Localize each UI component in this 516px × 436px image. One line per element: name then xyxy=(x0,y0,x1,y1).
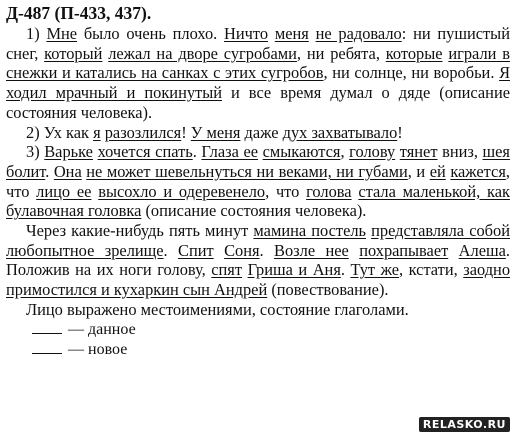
new-word: разозлился xyxy=(104,122,182,142)
text: : ни пушистый снег, xyxy=(6,24,510,63)
exercise-title: Д-487 (П-433, 437). xyxy=(6,3,152,23)
new-word: кажется xyxy=(450,161,506,181)
given-word: У меня xyxy=(190,122,241,142)
site-watermark: RELASKO.RU xyxy=(419,417,510,432)
text: , что xyxy=(265,181,307,201)
text: , и xyxy=(407,161,430,181)
new-word: заодно примостился и кухаркин сын Андрей xyxy=(6,260,511,300)
paragraph-1 xyxy=(6,24,510,123)
text: . xyxy=(259,240,275,260)
text: 3) xyxy=(26,142,45,162)
given-word: Тут же xyxy=(350,260,399,280)
conclusion: Лицо выражено местоимениями, состояние глаголами. xyxy=(26,299,409,319)
given-word: Глаза ее xyxy=(201,142,259,162)
legend-new xyxy=(32,340,510,360)
text: , ни солнце, ни воробьи. xyxy=(323,63,500,83)
exercise xyxy=(6,2,510,360)
paragraph-2 xyxy=(6,123,510,143)
text: . xyxy=(192,142,202,162)
legend xyxy=(32,320,510,360)
new-word: тянет xyxy=(399,142,438,162)
given-word: который xyxy=(44,43,103,63)
new-word: ходил мрачный и покинутый xyxy=(6,83,222,103)
new-word: болит xyxy=(6,161,46,181)
new-word: Спит xyxy=(178,240,214,260)
given-word: мамина постель xyxy=(253,221,366,241)
paragraph-4 xyxy=(6,221,510,300)
new-word: играли в снежки и катались на санках с этих сугробов xyxy=(6,43,510,83)
text: было очень плохо. xyxy=(77,24,225,43)
text xyxy=(268,24,275,43)
text: 1) xyxy=(26,24,47,43)
given-word: шея xyxy=(482,142,510,162)
given-word: Возле нее xyxy=(274,240,349,260)
new-word: лежал на дворе сугробами xyxy=(108,43,297,63)
given-word: Мне xyxy=(46,24,78,43)
given-line xyxy=(32,320,62,334)
new-word: не может шевельнуться ни веками, ни губами xyxy=(86,161,408,181)
text xyxy=(309,24,316,43)
text: . Положив на их ноги голову, xyxy=(6,240,510,280)
legend-given xyxy=(32,320,510,340)
given-word: которые xyxy=(385,43,443,63)
text: Через какие-нибудь пять минут xyxy=(26,221,254,241)
new-word: представляла собой любопытное зрелище xyxy=(6,221,510,260)
text: даже xyxy=(240,122,283,142)
new-word: смыкаются xyxy=(262,142,341,162)
text xyxy=(349,241,359,260)
text: ! xyxy=(397,122,403,142)
text: , кстати, xyxy=(398,260,464,280)
text: и все время думал о дяде (описание состояния человека). xyxy=(6,83,510,122)
new-word: дух захватывало xyxy=(282,122,398,142)
given-word: голову xyxy=(349,142,396,162)
new-word: высохло и одеревенело xyxy=(98,181,266,201)
given-word: Алеша xyxy=(458,240,506,260)
text: (повествование). xyxy=(267,280,389,300)
text xyxy=(448,241,458,260)
given-word: меня xyxy=(274,24,309,43)
given-word: Гриша и Аня xyxy=(247,260,341,280)
new-word: спят xyxy=(211,260,243,280)
text: вниз, xyxy=(437,142,483,162)
paragraph-3 xyxy=(6,142,510,221)
given-word: Ничто xyxy=(224,24,269,43)
text xyxy=(214,241,224,260)
text: , xyxy=(340,142,350,162)
new-word: стала маленькой, как булавочная головка xyxy=(6,181,510,221)
new-word: похрапывает xyxy=(359,240,449,260)
new-line xyxy=(32,340,62,354)
legend-new-label: — новое xyxy=(68,340,128,358)
given-word: я xyxy=(93,122,101,142)
text: . xyxy=(163,240,179,260)
given-word: ей xyxy=(429,161,446,181)
text: ! xyxy=(181,122,191,142)
text: (описание состояния человека). xyxy=(141,201,367,221)
given-word: Я xyxy=(499,63,510,83)
legend-given-label: — данное xyxy=(68,320,136,338)
new-word: хочется спать xyxy=(97,142,193,162)
given-word: лицо ее xyxy=(36,181,92,201)
text: . xyxy=(45,161,54,181)
given-word: Она xyxy=(53,161,82,181)
new-word: не радовало xyxy=(315,24,402,43)
given-word: голова xyxy=(306,181,352,201)
text: 2) Ух как xyxy=(26,122,94,142)
text: . xyxy=(340,260,351,280)
given-word: Варьке xyxy=(44,142,93,162)
given-word: Соня xyxy=(224,240,260,260)
text: , ни ребята, xyxy=(296,43,386,63)
text: , что xyxy=(6,161,510,201)
